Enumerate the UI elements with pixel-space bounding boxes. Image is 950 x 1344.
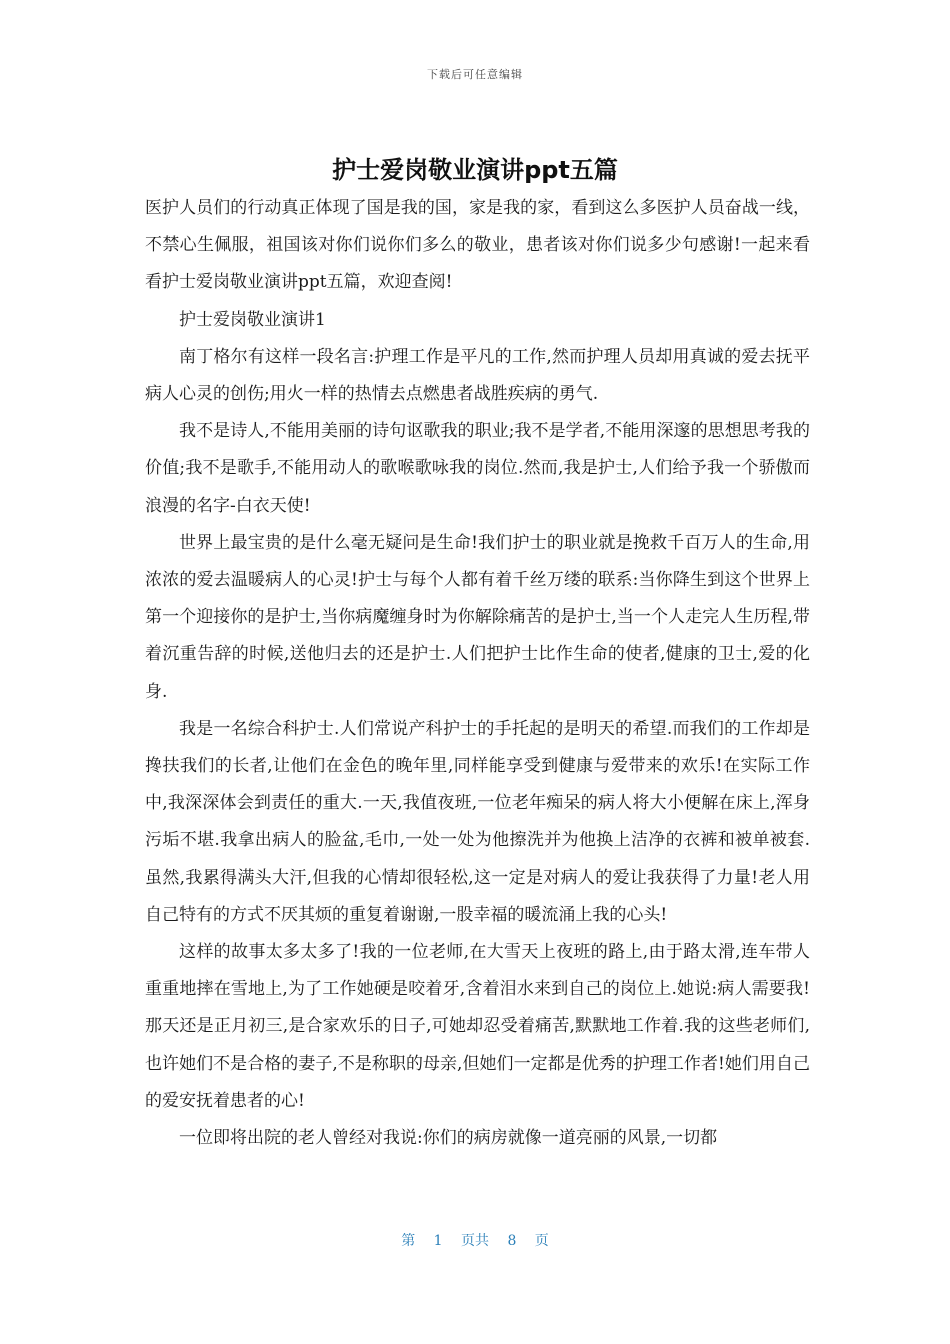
document-title: 护士爱岗敬业演讲ppt五篇 — [332, 156, 618, 184]
page-number-indicator: 第 1 页共 8 页 — [401, 1233, 549, 1249]
page-header-note: 下载后可任意编辑 — [427, 68, 523, 81]
document-body — [145, 190, 810, 1157]
body-paragraph: 世界上最宝贵的是什么毫无疑问是生命!我们护士的职业就是挽救千百万人的生命,用浓浓的爱去温暖病人的心灵!护士与每个人都有着千丝万缕的联系:当你降生到这个世界上第一个迎接你的是护士,当你病魔缠身时为你解除痛苦的是护士,当一个人走完人生历程,带着沉重告辞的时候,送他归去的还是护士.人们把护士比作生命的使者,健康的卫士,爱的化身. — [145, 532, 810, 702]
body-paragraph: 我不是诗人,不能用美丽的诗句讴歌我的职业;我不是学者,不能用深邃的思想思考我的价值;我不是歌手,不能用动人的歌喉歌咏我的岗位.然而,我是护士,人们给予我一个骄傲而浪漫的名字-白衣天使! — [145, 421, 810, 516]
intro-paragraph: 医护人员们的行动真正体现了国是我的国，家是我的家，看到这么多医护人员奋战一线，不禁心生佩服，祖国该对你们说你们多么的敬业，患者该对你们说多少句感谢!一起来看看护士爱岗敬业演讲ppt五篇，欢迎查阅! — [145, 198, 810, 293]
body-paragraph: 一位即将出院的老人曾经对我说:你们的病房就像一道亮丽的风景,一切都 — [179, 1128, 718, 1149]
body-paragraph: 南丁格尔有这样一段名言:护理工作是平凡的工作,然而护理人员却用真诚的爱去抚平病人心灵的创伤;用火一样的热情去点燃患者战胜疾病的勇气. — [145, 346, 810, 405]
section-heading: 护士爱岗敬业演讲1 — [179, 309, 326, 330]
body-paragraph: 我是一名综合科护士.人们常说产科护士的手托起的是明天的希望.而我们的工作却是搀扶我们的长者,让他们在金色的晚年里,同样能享受到健康与爱带来的欢乐!在实际工作中,我深深体会到责任的重大.一天,我值夜班,一位老年痴呆的病人将大小便解在床上,浑身污垢不堪.我拿出病人的脸盆,毛巾,一处一处为他擦洗并为他换上洁净的衣裤和被单被套.虽然,我累得满头大汗,但我的心情却很轻松,这一定是对病人的爱让我获得了力量!老人用自己特有的方式不厌其烦的重复着谢谢,一股幸福的暖流涌上我的心头! — [145, 718, 810, 925]
body-paragraph: 这样的故事太多太多了!我的一位老师,在大雪天上夜班的路上,由于路太滑,连车带人重重地摔在雪地上,为了工作她硬是咬着牙,含着泪水来到自己的岗位上.她说:病人需要我!那天还是正月初三,是合家欢乐的日子,可她却忍受着痛苦,默默地工作着.我的这些老师们,也许她们不是合格的妻子,不是称职的母亲,但她们一定都是优秀的护理工作者!她们用自己的爱安抚着患者的心! — [145, 942, 810, 1111]
